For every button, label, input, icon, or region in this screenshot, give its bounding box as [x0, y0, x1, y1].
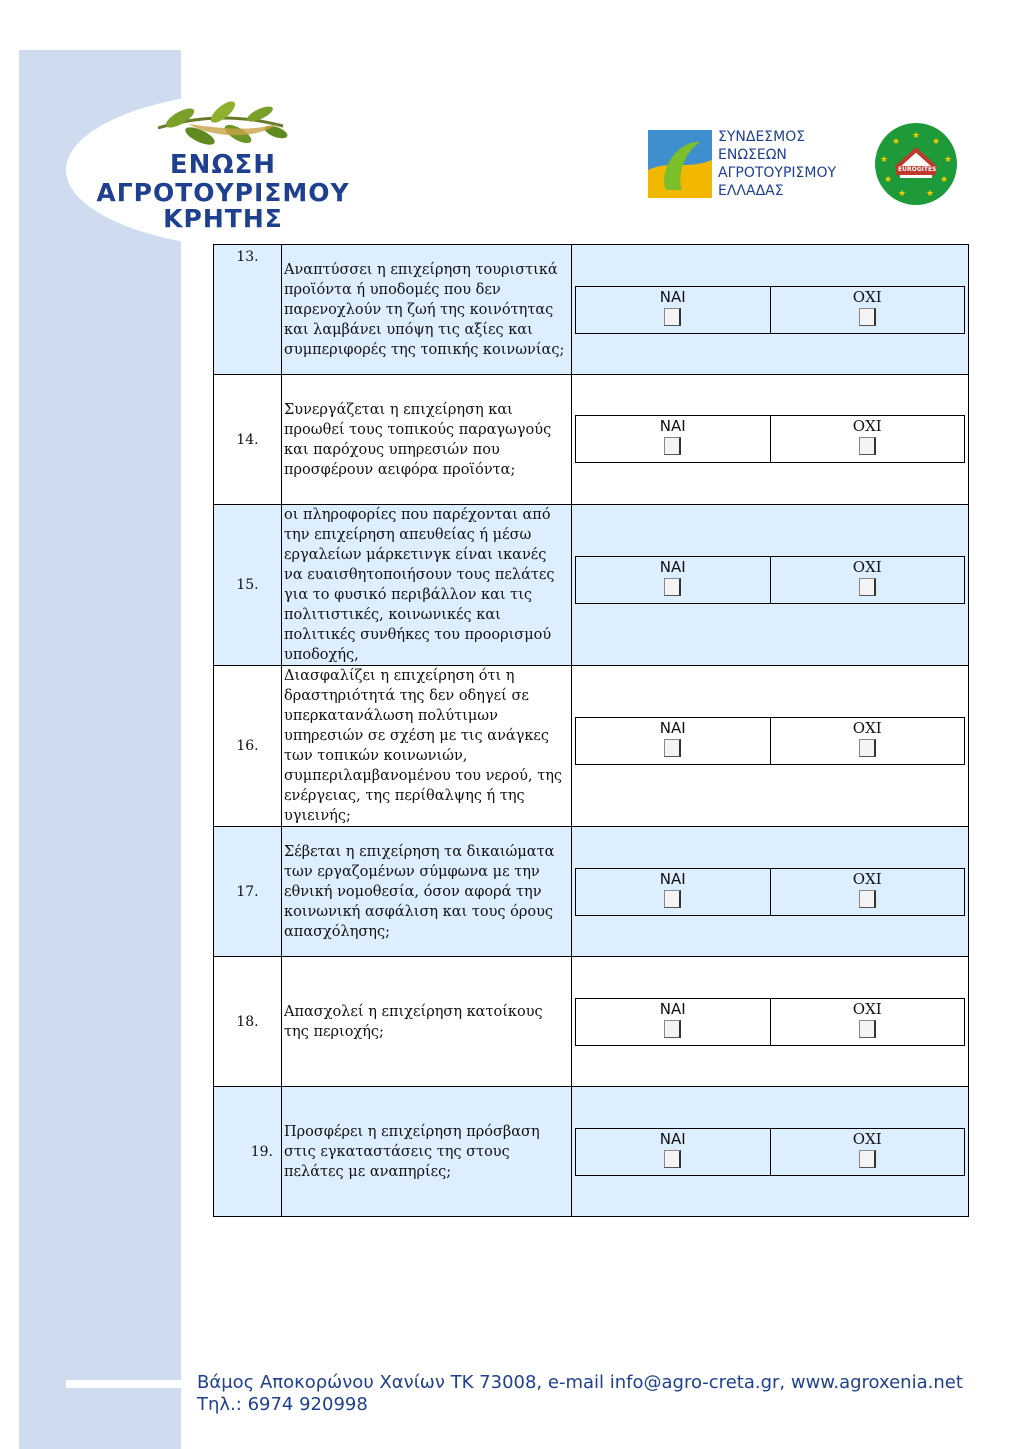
yes-label: ΝΑΙ [659, 417, 686, 435]
association-logo [648, 128, 868, 208]
svg-text:★: ★ [939, 175, 949, 185]
table-row [214, 375, 969, 505]
answer-cell [572, 957, 969, 1087]
no-option [770, 416, 965, 462]
answer-cell [572, 1087, 969, 1217]
table-row [214, 1087, 969, 1217]
yes-option [576, 1129, 770, 1175]
svg-text:★: ★ [883, 175, 893, 185]
no-option [770, 1129, 965, 1175]
yes-option [576, 718, 770, 764]
svg-text:★: ★ [897, 189, 907, 199]
no-checkbox[interactable] [859, 578, 876, 596]
table-row [214, 957, 969, 1087]
union-logo-line3: ΚΡΗΤΗΣ [163, 204, 283, 233]
yes-label: ΝΑΙ [659, 288, 686, 306]
no-label: ΟΧΙ [852, 719, 882, 737]
yes-option [576, 287, 770, 333]
footer-phone: Τηλ.: 6974 920998 [197, 1394, 368, 1415]
yes-option [576, 999, 770, 1045]
no-option [770, 869, 965, 915]
question-number: 13. [214, 245, 282, 375]
answer-cell [572, 666, 969, 827]
no-label: ΟΧΙ [852, 870, 882, 888]
yes-no-group [575, 556, 965, 604]
yes-label: ΝΑΙ [659, 1130, 686, 1148]
yes-no-group [575, 1128, 965, 1176]
question-text: Αναπτύσσει η επιχείρηση τουριστικά προϊόντα ή υποδομές που δεν παρενοχλούν τη ζωή της κοινότητας και λαμβάνει υπόψη τις αξίες και συμπεριφορές της τοπικής κοινωνίας; [282, 245, 572, 375]
no-checkbox[interactable] [859, 1150, 876, 1168]
question-number: 16. [214, 666, 282, 827]
side-band [19, 50, 181, 1449]
answer-cell [572, 245, 969, 375]
table-row [214, 245, 969, 375]
question-text: Απασχολεί η επιχείρηση κατοίκους της περιοχής; [282, 957, 572, 1087]
yes-option [576, 416, 770, 462]
table-row [214, 827, 969, 957]
question-text: Διασφαλίζει η επιχείρηση ότι η δραστηριότητά της δεν οδηγεί σε υπερκατανάλωση πολύτιμων υπηρεσιών σε σχέση με τις ανάγκες των τοπικών κοινωνιών, συμπεριλαμβανομένου του νερού, της ενέργειας, της περίθαλψης ή της υγιεινής; [282, 666, 572, 827]
question-text: Συνεργάζεται η επιχείρηση και προωθεί τους τοπικούς παραγωγούς και παρόχους υπηρεσιών που προσφέρουν αειφόρα προϊόντα; [282, 375, 572, 505]
svg-text:★: ★ [911, 131, 921, 141]
questionnaire-table [213, 244, 969, 1217]
question-text: Προσφέρει η επιχείρηση πρόσβαση στις εγκαταστάσεις της στους πελάτες με αναπηρίες; [282, 1087, 572, 1217]
yes-no-group [575, 415, 965, 463]
footer-contact [197, 1372, 963, 1416]
no-label: ΟΧΙ [852, 1130, 882, 1148]
yes-checkbox[interactable] [664, 437, 681, 455]
table-row [214, 666, 969, 827]
answer-cell [572, 827, 969, 957]
no-option [770, 557, 965, 603]
svg-text:★: ★ [943, 155, 953, 165]
question-number: 17. [214, 827, 282, 957]
no-option [770, 999, 965, 1045]
answer-cell [572, 505, 969, 666]
eurogites-label: EUROGITES [898, 166, 937, 173]
olive-branch-icon [88, 98, 358, 154]
yes-option [576, 557, 770, 603]
svg-text:★: ★ [925, 189, 935, 199]
no-checkbox[interactable] [859, 739, 876, 757]
no-label: ΟΧΙ [852, 558, 882, 576]
no-checkbox[interactable] [859, 1020, 876, 1038]
union-logo [88, 98, 358, 238]
question-number: 19. [214, 1087, 282, 1217]
yes-label: ΝΑΙ [659, 719, 686, 737]
yes-checkbox[interactable] [664, 890, 681, 908]
no-checkbox[interactable] [859, 890, 876, 908]
yes-checkbox[interactable] [664, 578, 681, 596]
no-option [770, 718, 965, 764]
yes-no-group [575, 868, 965, 916]
question-number: 14. [214, 375, 282, 505]
yes-option [576, 869, 770, 915]
question-text: οι πληροφορίες που παρέχονται από την επιχείρηση απευθείας ή μέσω εργαλείων μάρκετινγκ είναι ικανές να ευαισθητοποιήσουν τους πελάτες για το φυσικό περιβάλλον και τις πολιτιστικές, κοινωνικές και πολιτικές συνθήκες του προορισμού υποδοχής, [282, 505, 572, 666]
yes-no-group [575, 717, 965, 765]
yes-checkbox[interactable] [664, 308, 681, 326]
union-logo-line1: ΕΝΩΣΗ [169, 150, 277, 180]
question-number: 15. [214, 505, 282, 666]
footer-divider [66, 1380, 192, 1388]
eurogites-logo [874, 122, 958, 206]
yes-label: ΝΑΙ [659, 870, 686, 888]
yes-no-group [575, 286, 965, 334]
footer-address: Βάμος Αποκορώνου Χανίων ΤΚ 73008, e-mail info@agro-creta.gr, www.agroxenia.net [197, 1372, 963, 1393]
union-logo-line2: ΑΓΡΟΤΟΥΡΙΣΜΟΥ [96, 178, 350, 207]
question-text: Σέβεται η επιχείρηση τα δικαιώματα των εργαζομένων σύμφωνα με την εθνική νομοθεσία, όσον αφορά την κοινωνική ασφάλιση και τους όρους απασχόλησης; [282, 827, 572, 957]
association-mark-icon [648, 130, 712, 198]
yes-checkbox[interactable] [664, 1150, 681, 1168]
svg-text:★: ★ [879, 155, 889, 165]
question-number: 18. [214, 957, 282, 1087]
yes-label: ΝΑΙ [659, 1000, 686, 1018]
no-label: ΟΧΙ [852, 417, 882, 435]
yes-checkbox[interactable] [664, 739, 681, 757]
no-checkbox[interactable] [859, 437, 876, 455]
no-option [770, 287, 965, 333]
association-name: ΣΥΝΔΕΣΜΟΣ ΕΝΩΣΕΩΝ ΑΓΡΟΤΟΥΡΙΣΜΟΥ ΕΛΛΑΔΑΣ [718, 129, 837, 199]
yes-label: ΝΑΙ [659, 558, 686, 576]
answer-cell [572, 375, 969, 505]
yes-no-group [575, 998, 965, 1046]
no-checkbox[interactable] [859, 308, 876, 326]
svg-text:★: ★ [931, 137, 941, 147]
yes-checkbox[interactable] [664, 1020, 681, 1038]
no-label: ΟΧΙ [852, 1000, 882, 1018]
table-row [214, 505, 969, 666]
no-label: ΟΧΙ [852, 288, 882, 306]
svg-text:★: ★ [891, 137, 901, 147]
